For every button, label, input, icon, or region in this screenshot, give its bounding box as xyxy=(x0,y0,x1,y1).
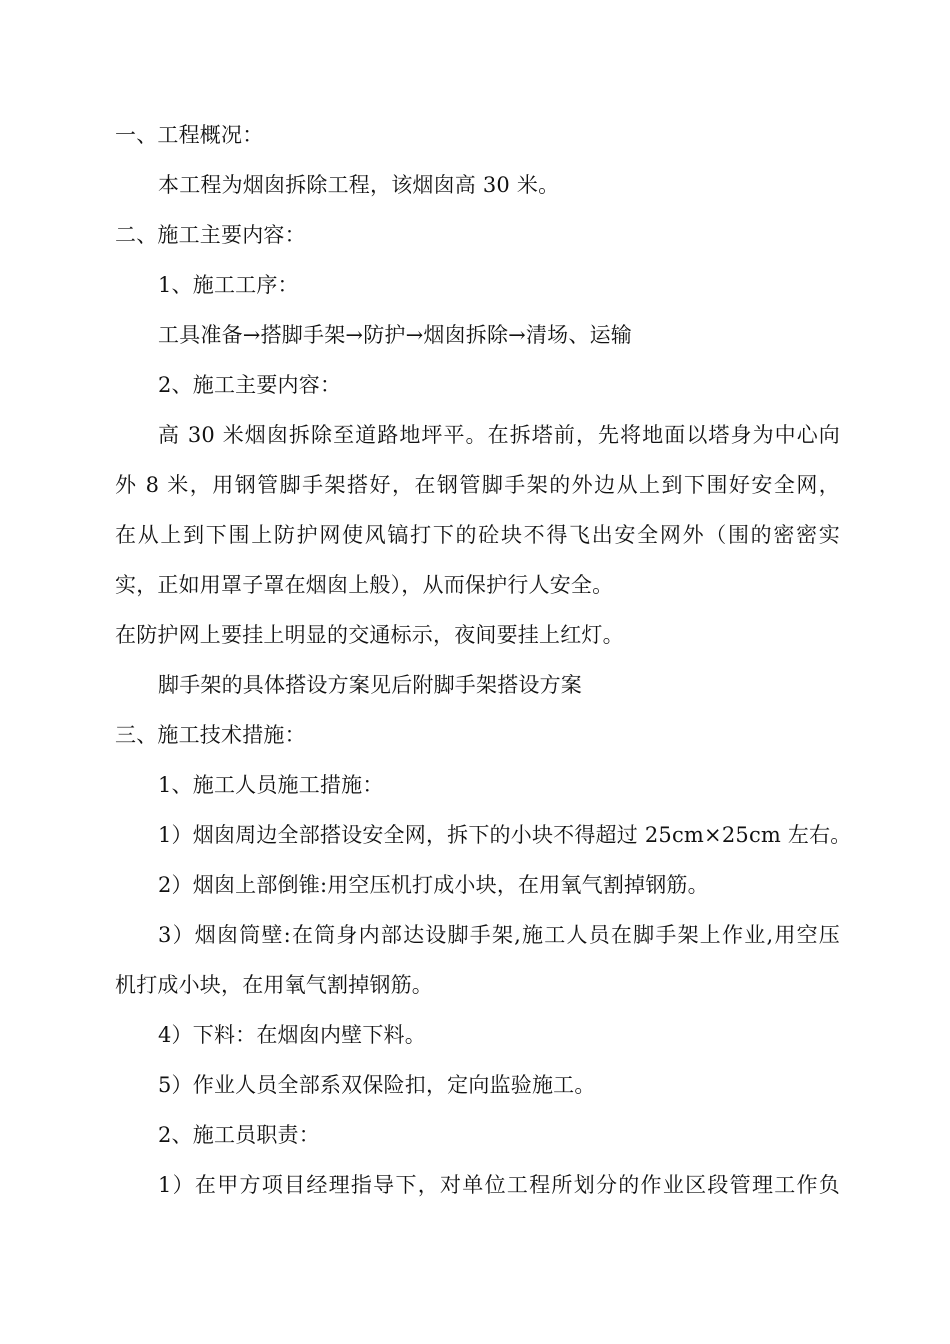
subsection-heading: 2、施工员职责： xyxy=(158,1123,320,1147)
list-item: 1）在甲方项目经理指导下，对单位工程所划分的作业区段管理工作负 xyxy=(158,1173,840,1197)
section-heading-3: 三、施工技术措施： xyxy=(115,723,306,747)
list-item: 5）作业人员全部系双保险扣，定向监验施工。 xyxy=(158,1073,596,1097)
paragraph-line: 高 30 米烟囱拆除至道路地坪平。在拆塔前，先将地面以塔身为中心向 xyxy=(158,423,840,447)
list-item: 4）下料：在烟囱内壁下料。 xyxy=(158,1023,426,1047)
list-item-continuation: 机打成小块，在用氧气割掉钢筋。 xyxy=(115,973,433,997)
subsection-heading: 2、施工主要内容： xyxy=(158,373,342,397)
paragraph-line: 在从上到下围上防护网使风镐打下的砼块不得飞出安全网外（围的密密实 xyxy=(115,523,840,547)
paragraph-line: 在防护网上要挂上明显的交通标示，夜间要挂上红灯。 xyxy=(115,623,624,647)
paragraph-line: 本工程为烟囱拆除工程，该烟囱高 30 米。 xyxy=(158,173,560,197)
paragraph-line: 工具准备→搭脚手架→防护→烟囱拆除→清场、运输 xyxy=(158,323,632,347)
list-item: 3）烟囱筒壁:在筒身内部达设脚手架,施工人员在脚手架上作业,用空压 xyxy=(158,923,840,947)
list-item: 1）烟囱周边全部搭设安全网，拆下的小块不得超过 25cm×25cm 左右。 xyxy=(158,823,852,847)
paragraph-line: 实，正如用罩子罩在烟囱上般），从而保护行人安全。 xyxy=(115,573,614,597)
subsection-heading: 1、施工人员施工措施： xyxy=(158,773,384,797)
list-item: 2）烟囱上部倒锥:用空压机打成小块，在用氧气割掉钢筋。 xyxy=(158,873,709,897)
section-heading-2: 二、施工主要内容： xyxy=(115,223,306,247)
subsection-heading: 1、施工工序： xyxy=(158,273,299,297)
section-heading-1: 一、工程概况： xyxy=(115,123,264,147)
paragraph-line: 外 8 米，用钢管脚手架搭好，在钢管脚手架的外边从上到下围好安全网， xyxy=(115,473,840,497)
paragraph-line: 脚手架的具体搭设方案见后附脚手架搭设方案 xyxy=(158,673,582,697)
